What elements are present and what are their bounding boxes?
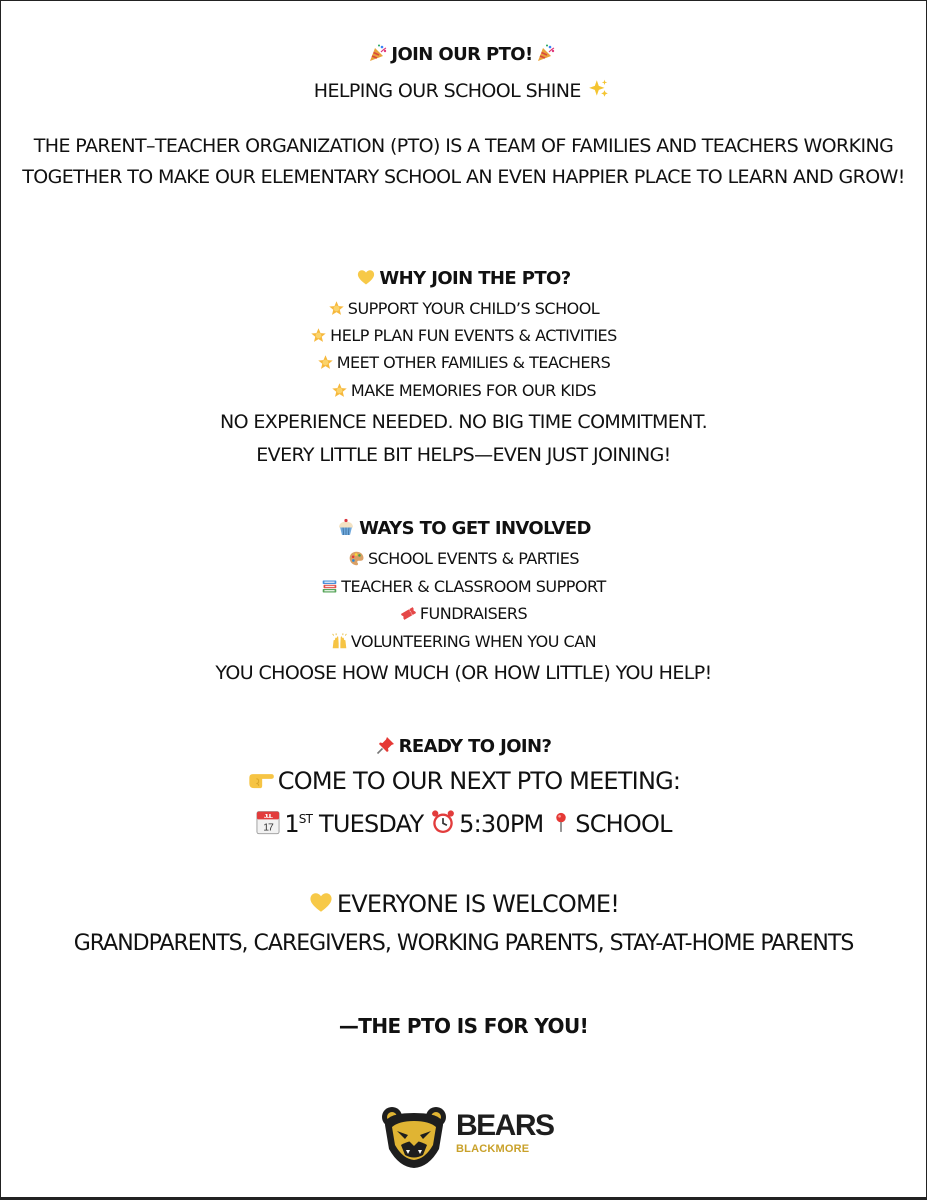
logo-name: BEARS <box>456 1109 554 1142</box>
sparkles-icon <box>588 78 610 100</box>
meeting-line: COME TO OUR NEXT PTO MEETING: <box>1 767 926 795</box>
cupcake-icon <box>336 517 356 537</box>
glowing-star-icon <box>331 382 348 399</box>
ready-heading: READY TO JOIN? <box>1 735 926 757</box>
ways-note: YOU CHOOSE HOW MUCH (OR HOW LITTLE) YOU HELP! <box>215 662 712 684</box>
welcome-line: EVERYONE IS WELCOME! <box>1 889 926 918</box>
ticket-icon <box>400 605 417 622</box>
round-pin-icon <box>550 809 572 835</box>
party-popper-icon <box>536 43 556 63</box>
closing-line: —THE PTO IS FOR YOU! <box>338 1014 589 1038</box>
books-icon <box>321 578 338 595</box>
meeting-details: 1ST TUESDAY 5:30PM SCHOOL <box>1 809 926 838</box>
page-title: JOIN OUR PTO! <box>391 44 533 65</box>
ways-item: VOLUNTEERING WHEN YOU CAN <box>1 632 926 651</box>
why-item: MAKE MEMORIES FOR OUR KIDS <box>1 381 926 400</box>
bears-logo <box>379 1105 554 1169</box>
raising-hands-icon <box>331 633 348 650</box>
why-note: EVERY LITTLE BIT HELPS—EVEN JUST JOINING! <box>256 444 671 466</box>
pointing-right-icon <box>247 768 275 792</box>
subtitle-line <box>1 78 926 102</box>
yellow-heart-icon <box>308 889 334 915</box>
glowing-star-icon <box>317 354 334 371</box>
page-subtitle: HELPING OUR SCHOOL SHINE <box>313 80 581 102</box>
glowing-star-icon <box>310 327 327 344</box>
welcome-list: GRANDPARENTS, CAREGIVERS, WORKING PARENTS, STAY-AT-HOME PARENTS <box>73 931 854 956</box>
palette-icon <box>348 550 365 567</box>
why-item: SUPPORT YOUR CHILD’S SCHOOL <box>1 299 926 318</box>
ways-item: TEACHER & CLASSROOM SUPPORT <box>1 577 926 596</box>
why-note: NO EXPERIENCE NEEDED. NO BIG TIME COMMITMENT. <box>219 411 708 433</box>
pushpin-icon <box>376 735 396 755</box>
ways-item: SCHOOL EVENTS & PARTIES <box>1 549 926 568</box>
why-heading: WHY JOIN THE PTO? <box>1 267 926 289</box>
why-item: MEET OTHER FAMILIES & TEACHERS <box>1 353 926 372</box>
title-line <box>1 43 926 65</box>
intro-paragraph: THE PARENT–TEACHER ORGANIZATION (PTO) IS A TEAM OF FAMILIES AND TEACHERS WORKING TOGETHER TO MAKE OUR ELEMENTARY SCHOOL AN EVEN HAPPIER PLACE TO LEARN AND GROW! <box>22 135 905 188</box>
glowing-star-icon <box>328 300 345 317</box>
why-item: HELP PLAN FUN EVENTS & ACTIVITIES <box>1 326 926 345</box>
yellow-heart-icon <box>356 267 376 287</box>
calendar-icon <box>255 809 281 835</box>
ways-item: FUNDRAISERS <box>1 604 926 623</box>
alarm-clock-icon <box>430 809 456 835</box>
bear-mascot-icon <box>379 1105 449 1169</box>
party-popper-icon <box>368 43 388 63</box>
logo-school: BLACKMORE <box>456 1143 530 1155</box>
ways-heading: WAYS TO GET INVOLVED <box>1 517 926 539</box>
